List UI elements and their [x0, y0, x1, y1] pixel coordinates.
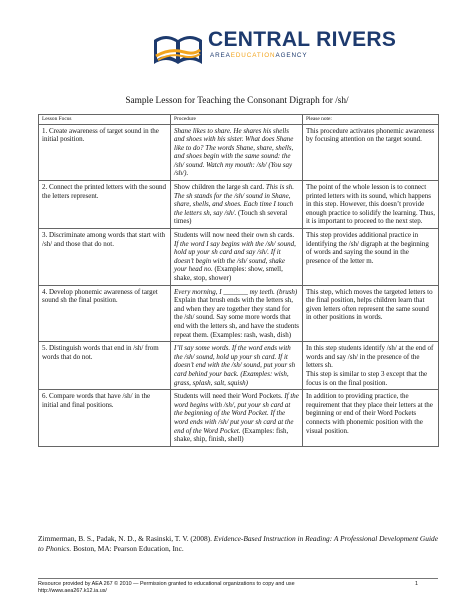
lesson-focus-cell: 1. Create awareness of target sound in the initial position. [39, 124, 171, 181]
footer-url: http://www.aea267.k12.ia.us/ [38, 588, 107, 594]
procedure-text: Explain that brush ends with the letters sh, and when they are together they stand for the /sh/ sound. Say some more words that end with the letters sh, and have the students repeat them. (Examples: rash, wash, dish) [174, 296, 299, 339]
note-cell: This procedure activates phonemic awareness by focusing attention on the target sound. [303, 124, 439, 181]
procedure-cell [171, 229, 303, 286]
table-header-row [39, 115, 439, 125]
table-row [39, 285, 439, 342]
table-row [39, 181, 439, 229]
lesson-focus-cell: 6. Compare words that have /sh/ in the initial and final positions. [39, 390, 171, 447]
procedure-text: Shane likes to share. He shares his shells and shoes with his sister. What does Shane like to do? The words Shane, share, shells, and shoes begin with the same sound: the /sh/ sound. Watch my mouth: /sh/ (You say /sh/). [174, 126, 294, 178]
procedure-text: If the word I say begins with the /sh/ sound, hold up your sh card and say /sh/. If it doesn’t begin with the /sh/ sound, shake your head no. [174, 239, 296, 274]
note-cell: This step provides additional practice in identifying the /sh/ digraph at the beginning of words and saying the sound in the presence of the letter m. [303, 229, 439, 286]
procedure-text: Show children the large sh card. [174, 183, 266, 192]
procedure-cell [171, 390, 303, 447]
lesson-table [38, 114, 439, 447]
lesson-focus-cell: 2. Connect the printed letters with the sound the letters represent. [39, 181, 171, 229]
lesson-focus-cell: 3. Discriminate among words that start with /sh/ and those that do not. [39, 229, 171, 286]
procedure-text: I’ll say some words. If the word ends with the /sh/ sound, hold up your sh card. If it doesn’t end with the /sh/ sound, put your sh card behind your back. (Examples: wish, grass, splash, salt, squish) [174, 344, 296, 387]
note-cell: In addition to providing practice, the requirement that they place their letters at the beginning or end of their Word Pockets connects with phonemic position with the visual position. [303, 390, 439, 447]
procedure-text: (Touch sh several times) [174, 208, 288, 226]
procedure-text: This is sh. The sh stands for the /sh/ sound in Shane, share, shells, and shoes. Each time I touch the letters sh, say /sh/. [174, 183, 295, 217]
open-book-icon [150, 26, 206, 68]
procedure-cell [171, 285, 303, 342]
note-cell: This step, which moves the targeted letters to the final position, helps children learn that given letters often represent the same sound in other positions in words. [303, 285, 439, 342]
table-row [39, 124, 439, 181]
header-please-note: Please note: [303, 115, 439, 125]
citation: Zimmerman, B. S., Padak, N. D., & Rasinski, T. V. (2008). Evidence-Based Instruction in Reading: A Professional Development Guide to Phonics. Boston, MA: Pearson Education, Inc. [38, 534, 438, 553]
table-row [39, 229, 439, 286]
header-procedure: Procedure [171, 115, 303, 125]
lesson-focus-cell: 4. Develop phonemic awareness of target sound sh the final position. [39, 285, 171, 342]
note-cell: In this step students identify /sh/ at the end of words and say /sh/ in the presence of the letters sh. This step is similar to step 3 except that the focus is on the final position. [303, 342, 439, 390]
table-row [39, 342, 439, 390]
logo-agency: AREAEDUCATIONAGENCY [210, 52, 308, 59]
procedure-text: (Examples: fish, shake, ship, finish, shell) [174, 426, 289, 444]
note-cell: The point of the whole lesson is to connect printed letters with its sound, which happens in this step. However, this doesn’t provide enough practice to solidify the learning. Thus, it is important to proceed to the next step. [303, 181, 439, 229]
procedure-text: If the word begins with /sh/, put your sh card at the beginning of the Word Pocket. If the word ends with /sh/ put your sh card at the end of the Word Pocket. [174, 392, 299, 435]
procedure-text: (Examples: show, smell, shake, stop, shower) [174, 265, 283, 282]
footer [38, 581, 438, 595]
table-row [39, 390, 439, 447]
procedure-cell [171, 124, 303, 181]
page-number: 1 [415, 581, 418, 587]
logo-name: CENTRAL RIVERS [208, 28, 397, 51]
lesson-focus-cell: 5. Distinguish words that end in /sh/ from words that do not. [39, 342, 171, 390]
procedure-text: Students will now need their own sh cards. [174, 231, 295, 240]
procedure-cell [171, 181, 303, 229]
header-lesson-focus: Lesson Focus [39, 115, 171, 125]
procedure-text: Students will need their Word Pockets. [174, 392, 285, 401]
procedure-cell [171, 342, 303, 390]
lesson-title: Sample Lesson for Teaching the Consonant Digraph for /sh/ [125, 96, 349, 106]
agency-logo [150, 26, 397, 68]
procedure-text: Every morning, I _______ my teeth. (brush) [174, 287, 298, 296]
footer-divider [38, 578, 438, 579]
footer-permission: Resource provided by AEA 267 © 2010 — Permission granted to educational organizations to copy and use [38, 581, 295, 587]
